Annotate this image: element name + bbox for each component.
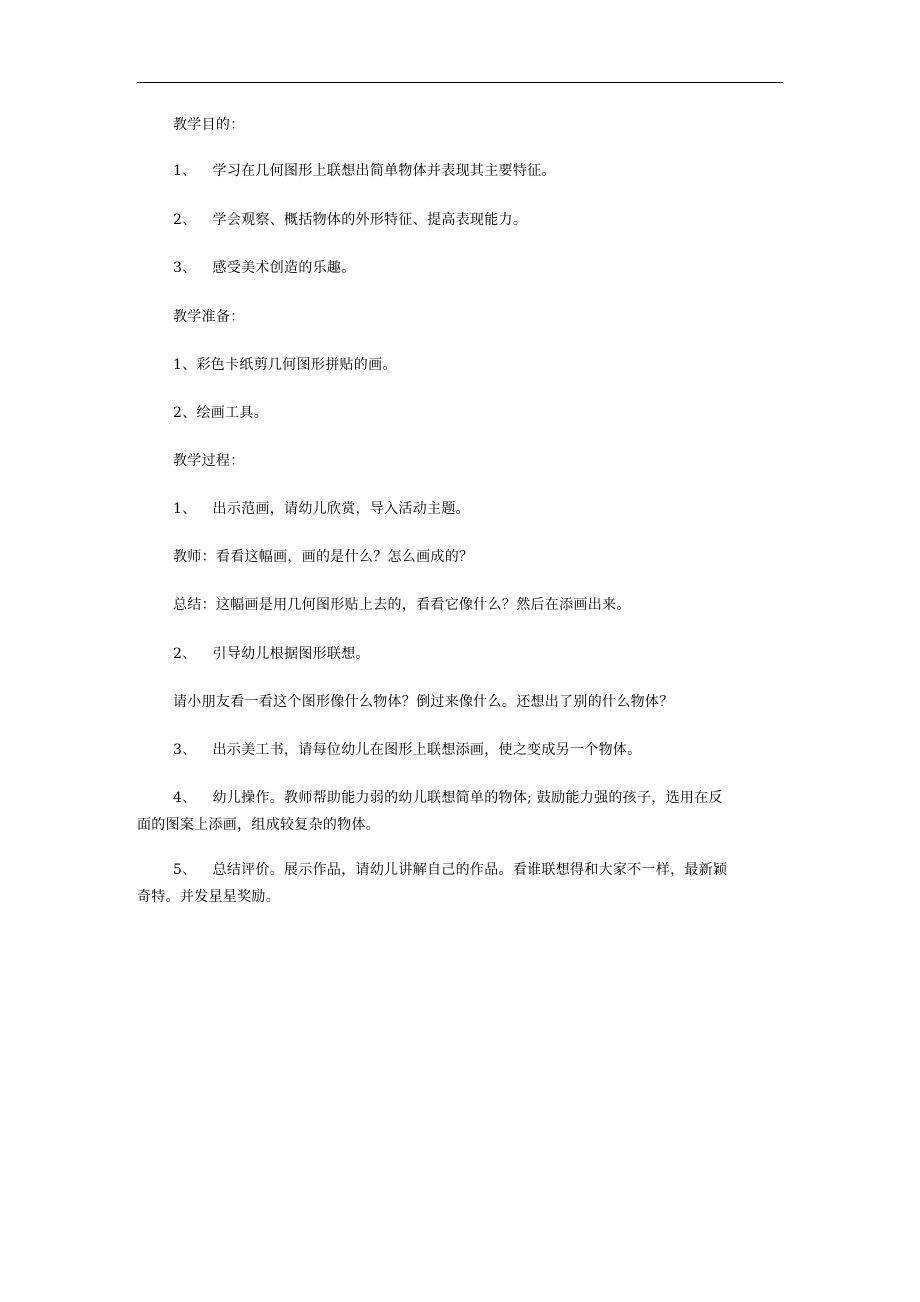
goals-heading: 教学目的： [173,117,245,133]
step-item-2: 2、 引导幼儿根据图形联想。 [173,646,370,662]
goal-item-3: 3、 感受美术创造的乐趣。 [173,260,356,276]
step-item-4-line-2: 面的图案上添画，组成较复杂的物体。 [137,817,381,833]
goal-item-1: 1、 学习在几何图形上联想出简单物体并表现其主要特征。 [173,163,556,179]
prep-item-1: 1、彩色卡纸剪几何图形拼贴的画。 [173,357,397,373]
goal-item-2: 2、 学会观察、概括物体的外形特征、提高表现能力。 [173,212,528,228]
summary-line: 总结：这幅画是用几何图形贴上去的，看看它像什么？然后在添画出来。 [173,597,631,613]
step-item-5-line-1: 5、 总结评价。展示作品，请幼儿讲解自己的作品。看谁联想得和大家不一样，最新颖 [173,862,728,878]
step-item-5-line-2: 奇特。并发星星奖励。 [137,889,280,905]
step-item-4-line-1: 4、 幼儿操作。教师帮助能力弱的幼儿联想简单的物体; 鼓励能力强的孩子，选用在反 [173,790,723,806]
step-item-1: 1、 出示范画，请幼儿欣赏，导入活动主题。 [173,501,470,517]
step-item-3: 3、 出示美工书，请每位幼儿在图形上联想添画，使之变成另一个物体。 [173,742,642,758]
prep-heading: 教学准备： [173,309,245,325]
process-heading: 教学过程： [173,453,245,469]
question-line: 请小朋友看一看这个图形像什么物体？倒过来像什么。还想出了别的什么物体？ [173,694,674,710]
header-rule [137,82,783,83]
prep-item-2: 2、绘画工具。 [173,405,269,421]
teacher-line: 教师：看看这幅画，画的是什么？怎么画成的？ [173,549,474,565]
